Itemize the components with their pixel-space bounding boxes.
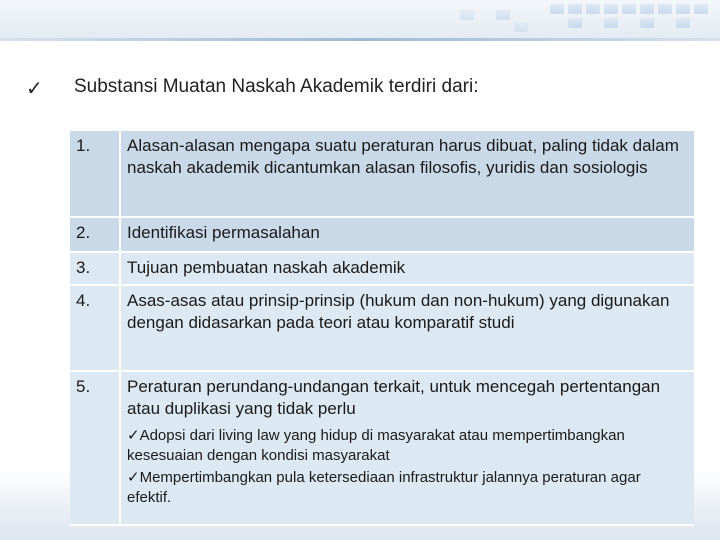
- items-table: [70, 131, 694, 526]
- item-number: 4.: [70, 285, 120, 371]
- item-text: Alasan-alasan mengapa suatu peraturan harus dibuat, paling tidak dalam naskah akademik dicantumkan alasan filosofis, yuridis dan sosiologis: [120, 131, 694, 217]
- item-number: 2.: [70, 217, 120, 252]
- header-decoration: [300, 0, 720, 38]
- sub-item: ✓Adopsi dari living law yang hidup di masyarakat atau mempertimbangkan kesesuaian dengan kondisi masyarakat: [127, 427, 625, 464]
- sub-item: ✓Mempertimbangkan pula ketersediaan infrastruktur jalannya peraturan agar efektif.: [127, 469, 641, 506]
- item-text: Identifikasi permasalahan: [120, 217, 694, 252]
- item-cell: [120, 371, 694, 525]
- header-band: [0, 0, 720, 38]
- table-row: [70, 217, 694, 252]
- table-row: [70, 131, 694, 217]
- check-bullet-icon: ✓: [26, 76, 43, 100]
- item-text: Asas-asas atau prinsip-prinsip (hukum dan non-hukum) yang digunakan dengan didasarkan pada teori atau komparatif studi: [120, 285, 694, 371]
- item-number: 1.: [70, 131, 120, 217]
- slide-title: Substansi Muatan Naskah Akademik terdiri dari:: [74, 76, 479, 97]
- table-row: [70, 252, 694, 285]
- table-row: [70, 371, 694, 525]
- table-row: [70, 285, 694, 371]
- item-text: Peraturan perundang-undangan terkait, untuk mencegah pertentangan atau duplikasi yang tidak perlu: [127, 377, 661, 418]
- item-number: 3.: [70, 252, 120, 285]
- item-text: Tujuan pembuatan naskah akademik: [120, 252, 694, 285]
- header-divider: [0, 38, 720, 41]
- item-number: 5.: [70, 371, 120, 525]
